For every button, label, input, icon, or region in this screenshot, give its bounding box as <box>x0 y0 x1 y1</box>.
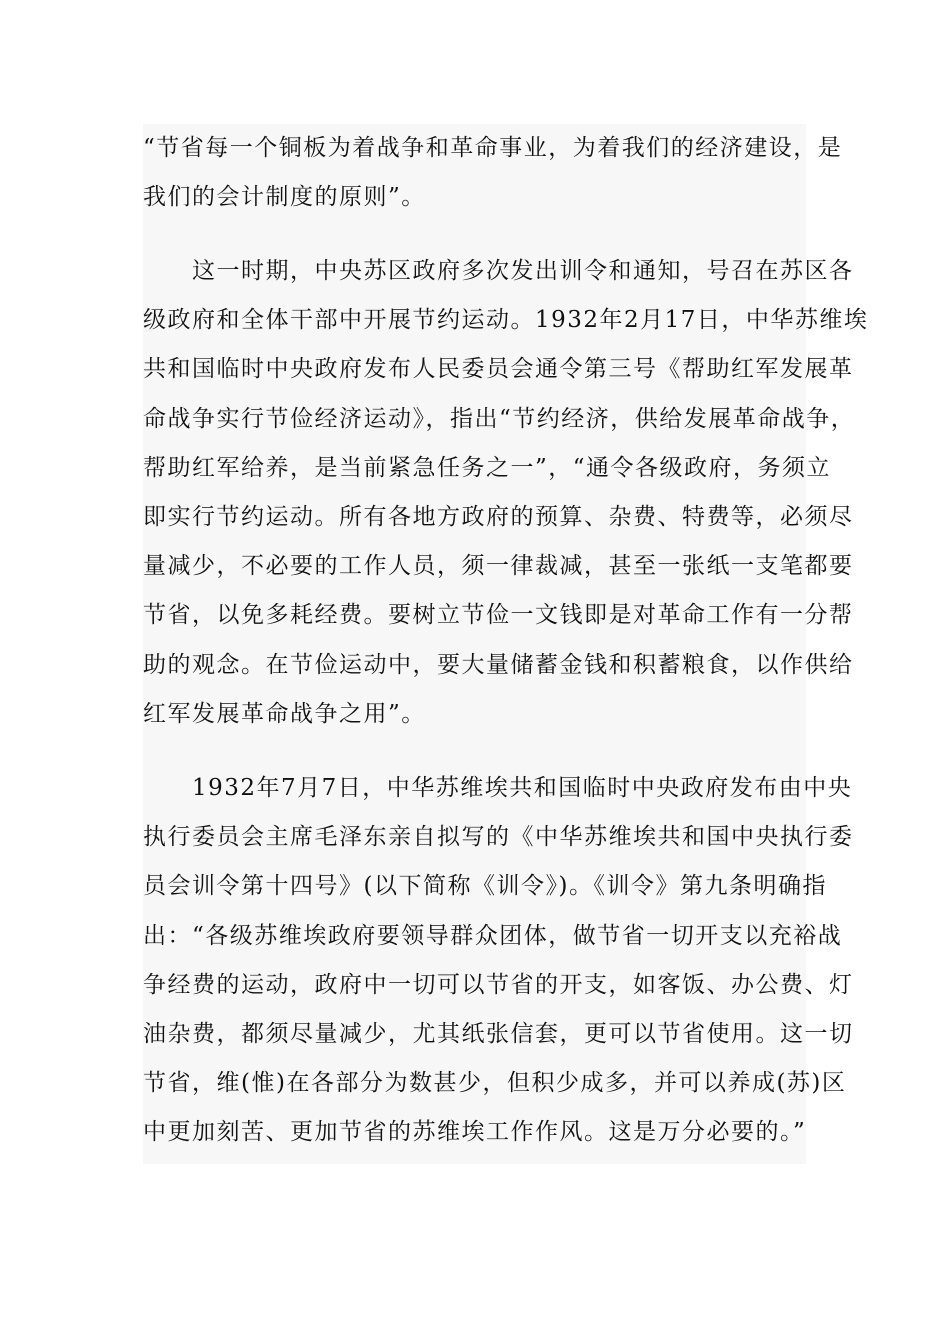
text-line: 我们的会计制度的原则”。 <box>143 184 426 211</box>
text-line: 节省，以免多耗经费。要树立节俭一文钱即是对革命工作有一分帮 <box>143 602 854 629</box>
text-line: 助的观念。在节俭运动中，要大量储蓄金钱和积蓄粮食，以作供给 <box>143 651 854 678</box>
text-line: 油杂费，都须尽量减少，尤其纸张信套，更可以节省使用。这一切 <box>143 1020 854 1047</box>
text-line: 红军发展革命战争之用”。 <box>143 700 426 727</box>
text-line: 这一时期，中央苏区政府多次发出训令和通知，号召在苏区各 <box>143 258 854 284</box>
paragraph-2 <box>143 247 869 739</box>
text-line: 出：“各级苏维埃政府要领导群众团体，做节省一切开支以充裕战 <box>143 922 843 949</box>
text-line: 1932年7月7日，中华苏维埃共和国临时中央政府发布由中央 <box>143 775 853 801</box>
text-line: 命战争实行节俭经济运动》，指出“节约经济，供给发展革命战争， <box>143 405 856 432</box>
paragraph-1 <box>143 124 843 222</box>
text-line: “节省每一个铜板为着战争和革命事业，为着我们的经济建设，是 <box>143 135 843 161</box>
text-line: 员会训令第十四号》(以下简称《训令》)。《训令》第九条明确指 <box>143 873 827 900</box>
text-line: 即实行节约运动。所有各地方政府的预算、杂费、特费等，必须尽 <box>143 503 854 530</box>
text-line: 争经费的运动，政府中一切可以节省的开支，如客饭、办公费、灯 <box>143 971 854 998</box>
text-line: 量减少，不必要的工作人员，须一律裁减，甚至一张纸一支笔都要 <box>143 553 854 580</box>
text-line: 级政府和全体干部中开展节约运动。1932年2月17日，中华苏维埃 <box>143 307 869 334</box>
text-line: 共和国临时中央政府发布人民委员会通令第三号《帮助红军发展革 <box>143 356 854 383</box>
text-line: 中更加刻苦、更加节省的苏维埃工作作风。这是万分必要的。” <box>143 1119 807 1146</box>
text-line: 节省，维(惟)在各部分为数甚少，但积少成多，并可以养成(苏)区 <box>143 1070 847 1097</box>
text-line: 帮助红军给养，是当前紧急任务之一”，“通令各级政府，务须立 <box>143 454 832 481</box>
text-line: 执行委员会主席毛泽东亲自拟写的《中华苏维埃共和国中央执行委 <box>143 824 854 851</box>
paragraph-3 <box>143 764 854 1158</box>
